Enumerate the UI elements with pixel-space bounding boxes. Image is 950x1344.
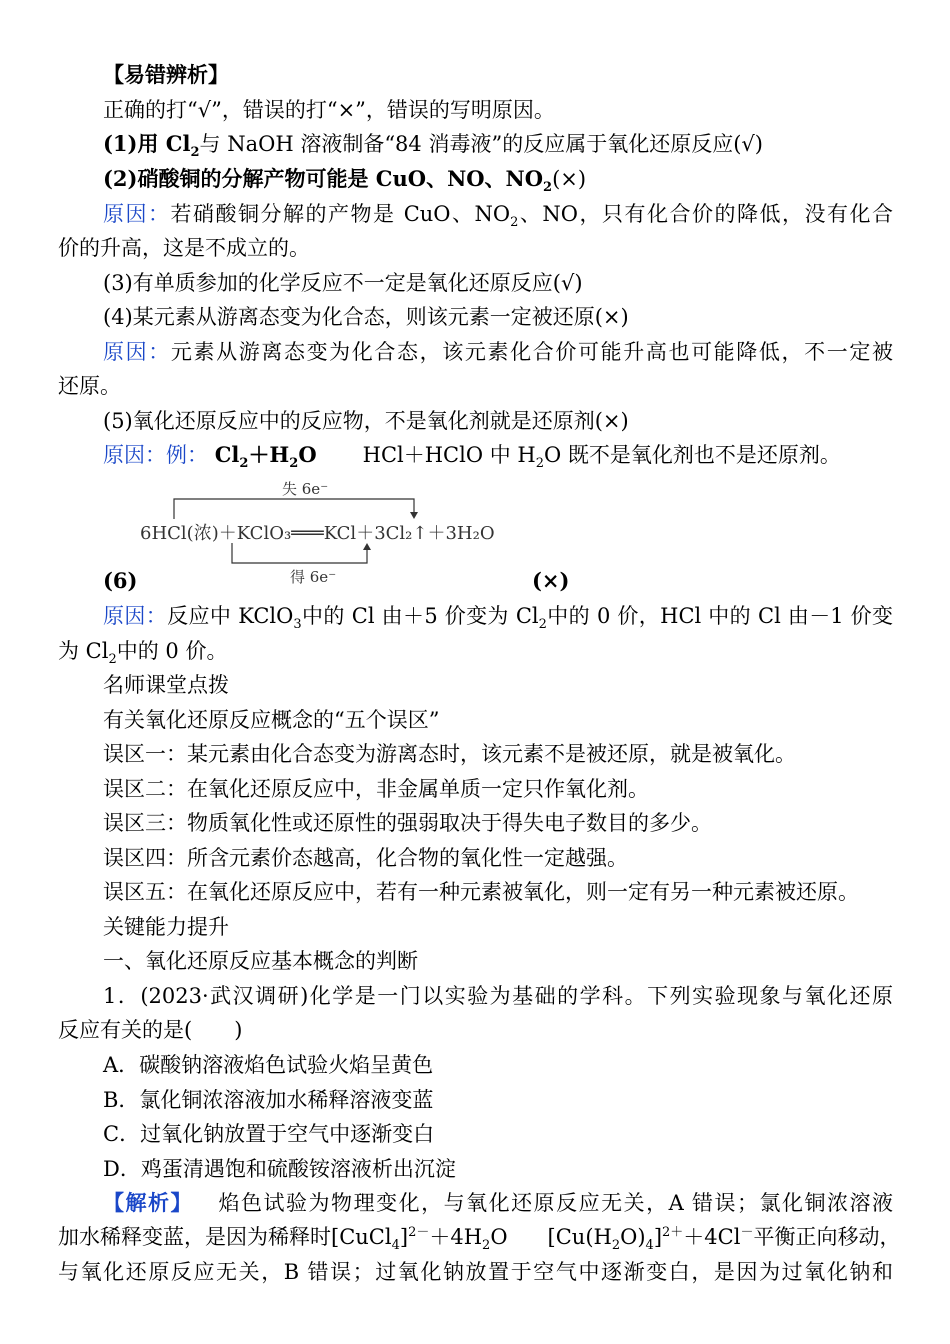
analysis-line-1: 【解析】 焰色试验为物理变化，与氧化还原反应无关，A 错误；氯化铜浓溶液 [103,1190,894,1215]
reason-5: 原因：例： $Cl_2+H_2O$ HCl＋HClO 中 $H_2O$ 既不是氧化剂也不是还原剂。 [103,442,841,472]
item-3: (3)有单质参加的化学反应不一定是氧化还原反应(√) [103,271,583,295]
electron-transfer-diagram [132,477,532,587]
gain-bracket [232,543,367,563]
question-stem-cont: 反应有关的是( ) [58,1018,243,1042]
misconception-5: 误区五：在氧化还原反应中，若有一种元素被氧化，则一定有另一种元素被还原。 [103,880,859,904]
misconception-3: 误区三：物质氧化性或还原性的强弱取决于得失电子数目的多少。 [103,811,712,835]
reason-6: 原因：反应中 KClO$_3$中的 Cl 由＋5 价变为 $Cl_2$中的 0 价，HCl 中的 Cl 由－1 价变 [103,604,893,633]
section-title: 关键能力提升 [103,915,229,939]
reaction-equation: 6HCl(浓)＋KClO₃═══KCl＋3Cl₂↑＋3H₂O [140,523,495,544]
option-c: C．过氧化钠放置于空气中逐渐变白 [103,1122,435,1146]
loss-bracket [174,499,414,519]
misconception-4: 误区四：所含元素价态越高，化合物的氧化性一定越强。 [103,846,628,870]
item-2: (2)硝酸铜的分解产物可能是 CuO、NO、$NO_2(\times)$ [103,166,587,196]
item-4: (4)某元素从游离态变为化合态，则该元素一定被还原(×) [103,305,629,329]
analysis-line-2: 加水稀释变蓝，是因为稀释时$[CuCl_4]^{2-}+4H_2O$ $[Cu(H_2O)_4]^{2+}+4Cl^-$平衡正向移动， [58,1225,901,1254]
tips-title: 名师课堂点拨 [103,673,229,697]
item-6-number: (6) [103,568,138,593]
gain-label: 得 6e⁻ [290,568,337,586]
question-stem: 1．(2023·武汉调研)化学是一门以实验为基础的学科。下列实验现象与氧化还原 [103,984,893,1008]
reason-4: 原因：元素从游离态变为化合态，该元素化合价可能升高也可能降低，不一定被 [103,340,894,364]
option-d: D．鸡蛋清遇饱和硫酸铵溶液析出沉淀 [103,1157,456,1181]
misconception-2: 误区二：在氧化还原反应中，非金属单质一定只作氧化剂。 [103,777,649,801]
reason-2: 原因：若硝酸铜分解的产物是 CuO、$NO_2$、NO，只有化合价的降低，没有化合 [103,202,894,231]
instructions: 正确的打“√”，错误的打“×”，错误的写明原因。 [103,98,555,122]
option-a: A．碳酸钠溶液焰色试验火焰呈黄色 [103,1053,434,1077]
section-heading: 【易错辨析】 [103,62,229,87]
reason-2-cont: 价的升高，这是不成立的。 [58,236,310,260]
loss-arrow-head [410,512,418,519]
gain-arrow-head [363,543,371,550]
section-subtitle: 一、氧化还原反应基本概念的判断 [103,949,418,973]
item-6-mark: (×) [532,568,570,593]
misconception-1: 误区一：某元素由化合态变为游离态时，该元素不是被还原，就是被氧化。 [103,742,796,766]
item-1: (1)用 $Cl_2$与 NaOH 溶液制备“84 消毒液”的反应属于氧化还原反应(√) [103,131,763,161]
option-b: B．氯化铜浓溶液加水稀释溶液变蓝 [103,1088,434,1112]
item-5: (5)氧化还原反应中的反应物，不是氧化剂就是还原剂(×) [103,409,629,433]
analysis-line-3: 与氧化还原反应无关，B 错误；过氧化钠放置于空气中逐渐变白，是因为过氧化钠和 [58,1260,893,1284]
reason-4-cont: 还原。 [58,374,121,398]
reason-6-cont: 为 $Cl_2$中的 0 价。 [58,639,228,668]
loss-label: 失 6e⁻ [282,480,329,498]
tips-subtitle: 有关氧化还原反应概念的“五个误区” [103,708,440,732]
